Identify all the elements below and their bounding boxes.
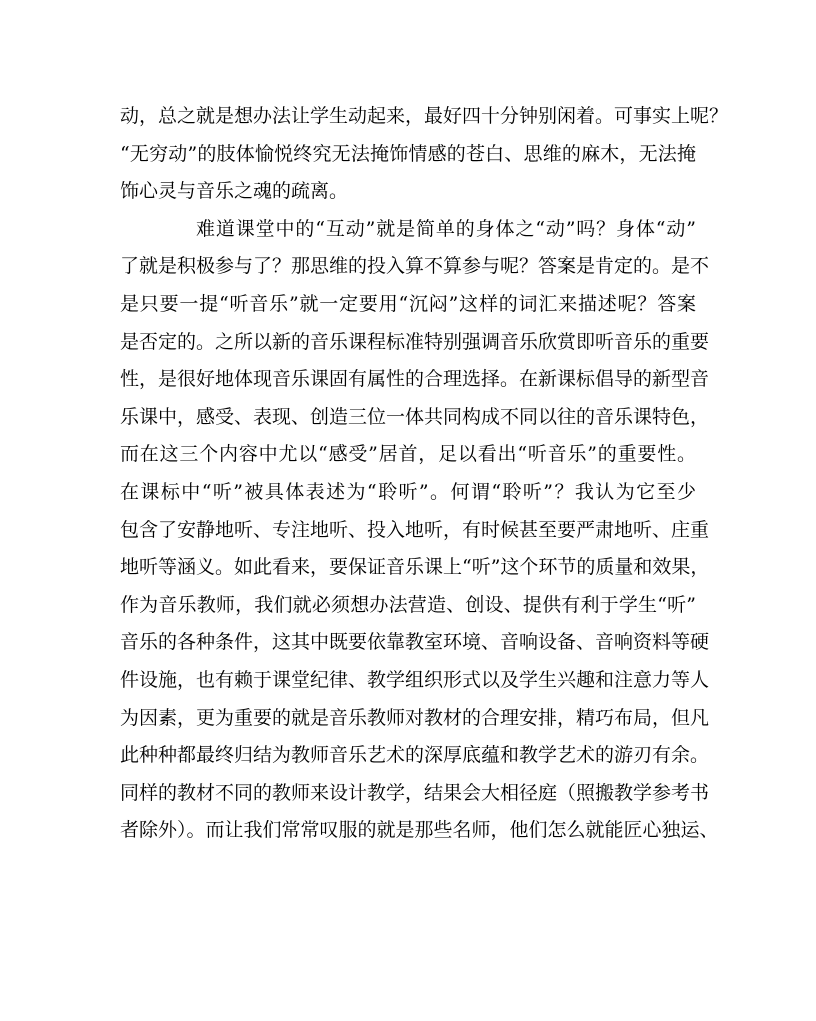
text-line: 而在这三个内容中尤以“感受”居首，足以看出“听音乐”的重要性。 <box>120 443 696 466</box>
text-line: 饰心灵与音乐之魂的疏离。 <box>120 180 349 203</box>
text-line: 是否定的。之所以新的音乐课程标准特别强调音乐欣赏即听音乐的重要 <box>120 330 710 353</box>
text-line: 地听等涵义。如此看来，要保证音乐课上“听”这个环节的质量和效果， <box>120 556 710 579</box>
text-line: 为因素，更为重要的就是音乐教师对教材的合理安排，精巧布局，但凡 <box>120 706 710 729</box>
text-line: “无穷动”的肢体愉悦终究无法掩饰情感的苍白、思维的麻木，无法掩 <box>120 142 696 165</box>
text-line: 件设施，也有赖于课堂纪律、教学组织形式以及学生兴趣和注意力等人 <box>120 668 710 691</box>
text-line: 音乐的各种条件，这其中既要依靠教室环境、音响设备、音响资料等硬 <box>120 631 710 654</box>
text-line: 者除外）。而让我们常常叹服的就是那些名师，他们怎么就能匠心独运、 <box>120 819 719 842</box>
text-line: 此种种都最终归结为教师音乐艺术的深厚底蕴和教学艺术的游刃有余。 <box>120 744 710 767</box>
paragraph <box>120 211 719 850</box>
paragraph <box>120 98 729 211</box>
text-line: 同样的教材不同的教师来设计教学，结果会大相径庭（照搬教学参考书 <box>120 781 710 804</box>
text-line: 动，总之就是想办法让学生动起来，最好四十分钟别闲着。可事实上呢？ <box>120 105 729 127</box>
text-line: 了就是积极参与了？那思维的投入算不算参与呢？答案是肯定的。是不 <box>120 255 710 278</box>
text-line: 是只要一提“听音乐”就一定要用“沉闷”这样的词汇来描述呢？答案 <box>120 292 696 315</box>
text-line: 性，是很好地体现音乐课固有属性的合理选择。在新课标倡导的新型音 <box>120 368 710 391</box>
body-text <box>120 98 729 850</box>
text-line: 在课标中“听”被具体表述为“聆听”。何谓“聆听”？我认为它至少 <box>120 480 696 503</box>
text-line: 乐课中，感受、表现、创造三位一体共同构成不同以往的音乐课特色， <box>120 405 710 428</box>
text-line: 包含了安静地听、专注地听、投入地听，有时候甚至要严肃地听、庄重 <box>120 518 710 541</box>
text-line: 难道课堂中的“互动”就是简单的身体之“动”吗？身体“动” <box>196 217 696 240</box>
text-line: 作为音乐教师，我们就必须想办法营造、创设、提供有利于学生“听” <box>120 593 696 616</box>
